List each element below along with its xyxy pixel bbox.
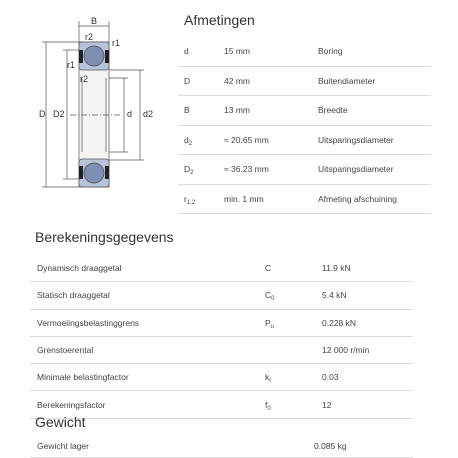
dimension-label: Uitsparingsdiameter [318,134,394,145]
label-D: D [39,109,46,119]
dimension-row [178,155,431,185]
dimension-label: Uitsparingsdiameter [318,164,394,175]
calculation-row [30,310,413,337]
weight-value: 0.085 kg [314,441,347,451]
dimension-label: Boring [318,46,343,57]
calculation-label: Statisch draaggetal [37,290,110,301]
label-B: B [91,16,98,26]
dimension-value: 13 mm [224,105,250,116]
dimension-row [178,126,431,156]
calculation-label: Vermoeiingsbelastinggrens [37,317,140,328]
dimension-row [178,67,431,97]
label-r2-mid: r2 [80,74,89,84]
top-race [79,42,109,70]
calculation-value: 0.03 [322,372,339,383]
calculation-symbol-subscript: r [269,378,272,385]
calculation-label: Minimale belastingfactor [37,372,129,383]
calculation-symbol-subscript: 0 [267,405,271,412]
dimension-row [178,96,431,126]
dimension-label: Afmeting afschuining [318,193,397,204]
weight-row [30,435,413,458]
calculation-row [30,337,413,364]
dimension-symbol-base: d [184,46,189,57]
calculation-value: 5.4 kN [322,290,347,301]
calculation-symbol-base: C [265,290,272,301]
label-r1-top: r1 [112,38,121,48]
calculation-symbol [265,290,275,303]
calculation-label: Grenstoerental [37,345,94,356]
calculation-label: Dynamisch draaggetal [37,263,122,274]
dimension-symbol [184,105,190,115]
bottom-race [79,159,109,187]
calculation-value: 11.9 kN [322,263,351,274]
calculation-symbol [265,263,271,273]
calculation-symbol [265,318,274,328]
label-d2: d2 [143,109,154,119]
dimension-symbol-subscript: 1,2 [186,199,196,206]
dimension-value: 15 mm [224,46,250,57]
dimension-symbol-base: d [184,134,189,145]
dimension-symbol [184,164,194,177]
calculation-value: 12 000 r/min [322,345,370,356]
calculation-symbol [265,400,271,410]
calculation-value: 0.228 kN [322,317,357,328]
calculation-symbol-base: k [265,372,270,383]
calculation-row [30,364,413,391]
dimension-symbol [184,76,190,86]
dimension-row [178,37,431,67]
dimension-symbol-subscript: 2 [190,170,194,177]
weight-title: Gewicht [35,414,86,430]
dimension-label: Buitendiameter [318,75,376,86]
calculation-row [30,255,413,282]
bearing-cross-section-drawing [30,12,158,194]
dimensions-title: Afmetingen [184,12,255,28]
dimension-symbol-base: D [184,75,191,86]
dimension-symbol [184,194,195,204]
calculation-symbol-base: f [265,399,268,410]
dimension-value: min. 1 mm [224,193,264,204]
calculation-symbol [265,372,272,385]
dimension-value: ≈ 36.23 mm [224,164,269,175]
dimension-value: 42 mm [224,75,250,86]
dimensions-table [178,37,431,214]
dimension-symbol [184,135,192,145]
weight-label: Gewicht lager [37,441,89,451]
calculation-row [30,282,413,309]
calculation-label: Berekeningsfactor [37,399,106,410]
calculation-title: Berekeningsgegevens [35,229,174,245]
dimension-value: ≈ 20.65 mm [224,134,269,145]
dimension-symbol-base: D [184,164,191,175]
calculation-symbol-subscript: 0 [271,296,275,303]
calculation-symbol-base: P [265,317,271,328]
label-d: d [127,109,133,119]
label-D2: D2 [53,109,65,119]
calculation-symbol-subscript: u [270,323,275,330]
calculation-symbol-base: C [265,263,272,274]
calculation-table [30,255,413,419]
weight-table [30,435,413,458]
dimension-symbol [184,46,189,56]
dimension-row [178,185,431,215]
dimension-symbol-subscript: 2 [188,140,193,147]
calculation-value: 12 [322,399,332,410]
calculation-row [30,391,413,418]
dimension-label: Breedte [318,105,348,116]
label-r1-left: r1 [67,60,76,70]
dimension-symbol-base: B [184,105,190,116]
label-r2-top: r2 [85,32,94,42]
dimension-symbol-base: r [184,193,187,204]
